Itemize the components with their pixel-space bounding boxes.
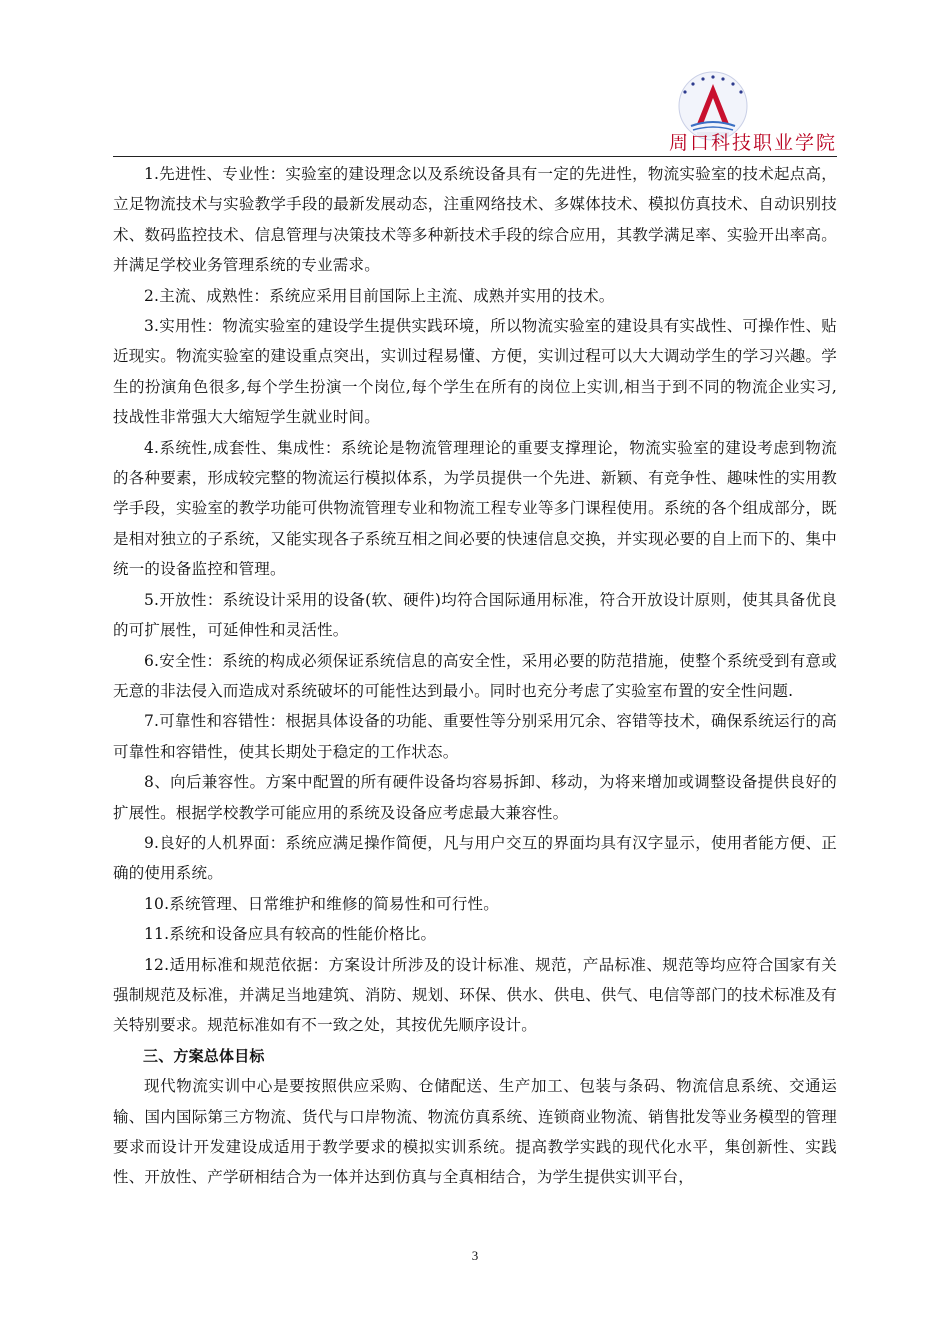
- paragraph: 6.安全性：系统的构成必须保证系统信息的高安全性，采用必要的防范措施，使整个系统受到有意或无意的非法侵入而造成对系统破坏的可能性达到最小。同时也充分考虑了实验室布置的安全性问题.: [113, 651, 837, 700]
- paragraph: 2.主流、成熟性：系统应采用目前国际上主流、成熟并实用的技术。: [144, 286, 615, 305]
- paragraph: 5.开放性：系统设计采用的设备(软、硬件)均符合国际通用标准，符合开放设计原则，使其具备优良的可扩展性，可延伸性和灵活性。: [113, 590, 837, 640]
- paragraph: 10.系统管理、日常维护和维修的简易性和可行性。: [144, 894, 499, 913]
- paragraph: 1.先进性、专业性：实验室的建设理念以及系统设备具有一定的先进性，物流实验室的技术起点高，立足物流技术与实验教学手段的最新发展动态，注重网络技术、多媒体技术、模拟仿真技术、自动识别技术、数码监控技术、信息管理与决策技术等多种新技术手段的综合应用，其教学满足率、实验开出率高。并满足学校业务管理系统的专业需求。: [113, 165, 837, 275]
- paragraph: 7.可靠性和容错性：根据具体设备的功能、重要性等分别采用冗余、容错等技术，确保系统运行的高可靠性和容错性，使其长期处于稳定的工作状态。: [113, 712, 837, 761]
- section-paragraph: 现代物流实训中心是要按照供应采购、仓储配送、生产加工、包装与条码、物流信息系统、交通运输、国内国际第三方物流、货代与口岸物流、物流仿真系统、连锁商业物流、销售批发等业务模型的管理要求而设计开发建设成适用于教学要求的模拟实训系统。提高教学实践的现代化水平，集创新性、实践性、开放性、产学研相结合为一体并达到仿真与全真相结合，为学生提供实训平台，: [113, 1077, 837, 1187]
- paragraph: 3.实用性：物流实验室的建设学生提供实践环境，所以物流实验室的建设具有实战性、可操作性、贴近现实。物流实验室的建设重点突出，实训过程易懂、方便，实训过程可以大大调动学生的学习兴趣。学生的扮演角色很多,每个学生扮演一个岗位,每个学生在所有的岗位上实训,相当于到不同的物流企业实习,技战性非常强大大缩短学生就业时间。: [113, 317, 837, 427]
- school-name: 周口科技职业学院: [668, 132, 837, 154]
- paragraph: 8、向后兼容性。方案中配置的所有硬件设备均容易拆卸、移动，为将来增加或调整设备提供良好的扩展性。根据学校教学可能应用的系统及设备应考虑最大兼容性。: [113, 773, 837, 822]
- paragraph: 9.良好的人机界面：系统应满足操作简便，凡与用户交互的界面均具有汉字显示，使用者能方便、正确的使用系统。: [113, 833, 837, 883]
- paragraph: 4.系统性,成套性、集成性：系统论是物流管理理论的重要支撑理论，物流实验室的建设考虑到物流的各种要素，形成较完整的物流运行模拟体系，为学员提供一个先进、新颖、有竞争性、趣味性的实用教学手段，实验室的教学功能可供物流管理专业和物流工程专业等多门课程使用。系统的各个组成部分，既是相对独立的子系统，又能实现各子系统互相之间必要的快速信息交换，并实现必要的自上而下的、集中统一的设备监控和管理。: [113, 438, 837, 579]
- body-text: [113, 159, 837, 1193]
- page-number: 3: [471, 1248, 479, 1263]
- paragraph: 12.适用标准和规范依据：方案设计所涉及的设计标准、规范，产品标准、规范等均应符合国家有关强制规范及标准，并满足当地建筑、消防、规划、环保、供水、供电、供气、电信等部门的技术标准及有关特别要求。规范标准如有不一致之处，其按优先顺序设计。: [113, 955, 837, 1035]
- page-header: [113, 60, 837, 157]
- section-heading: 三、方案总体目标: [143, 1046, 265, 1065]
- paragraph: 11.系统和设备应具有较高的性能价格比。: [144, 925, 437, 944]
